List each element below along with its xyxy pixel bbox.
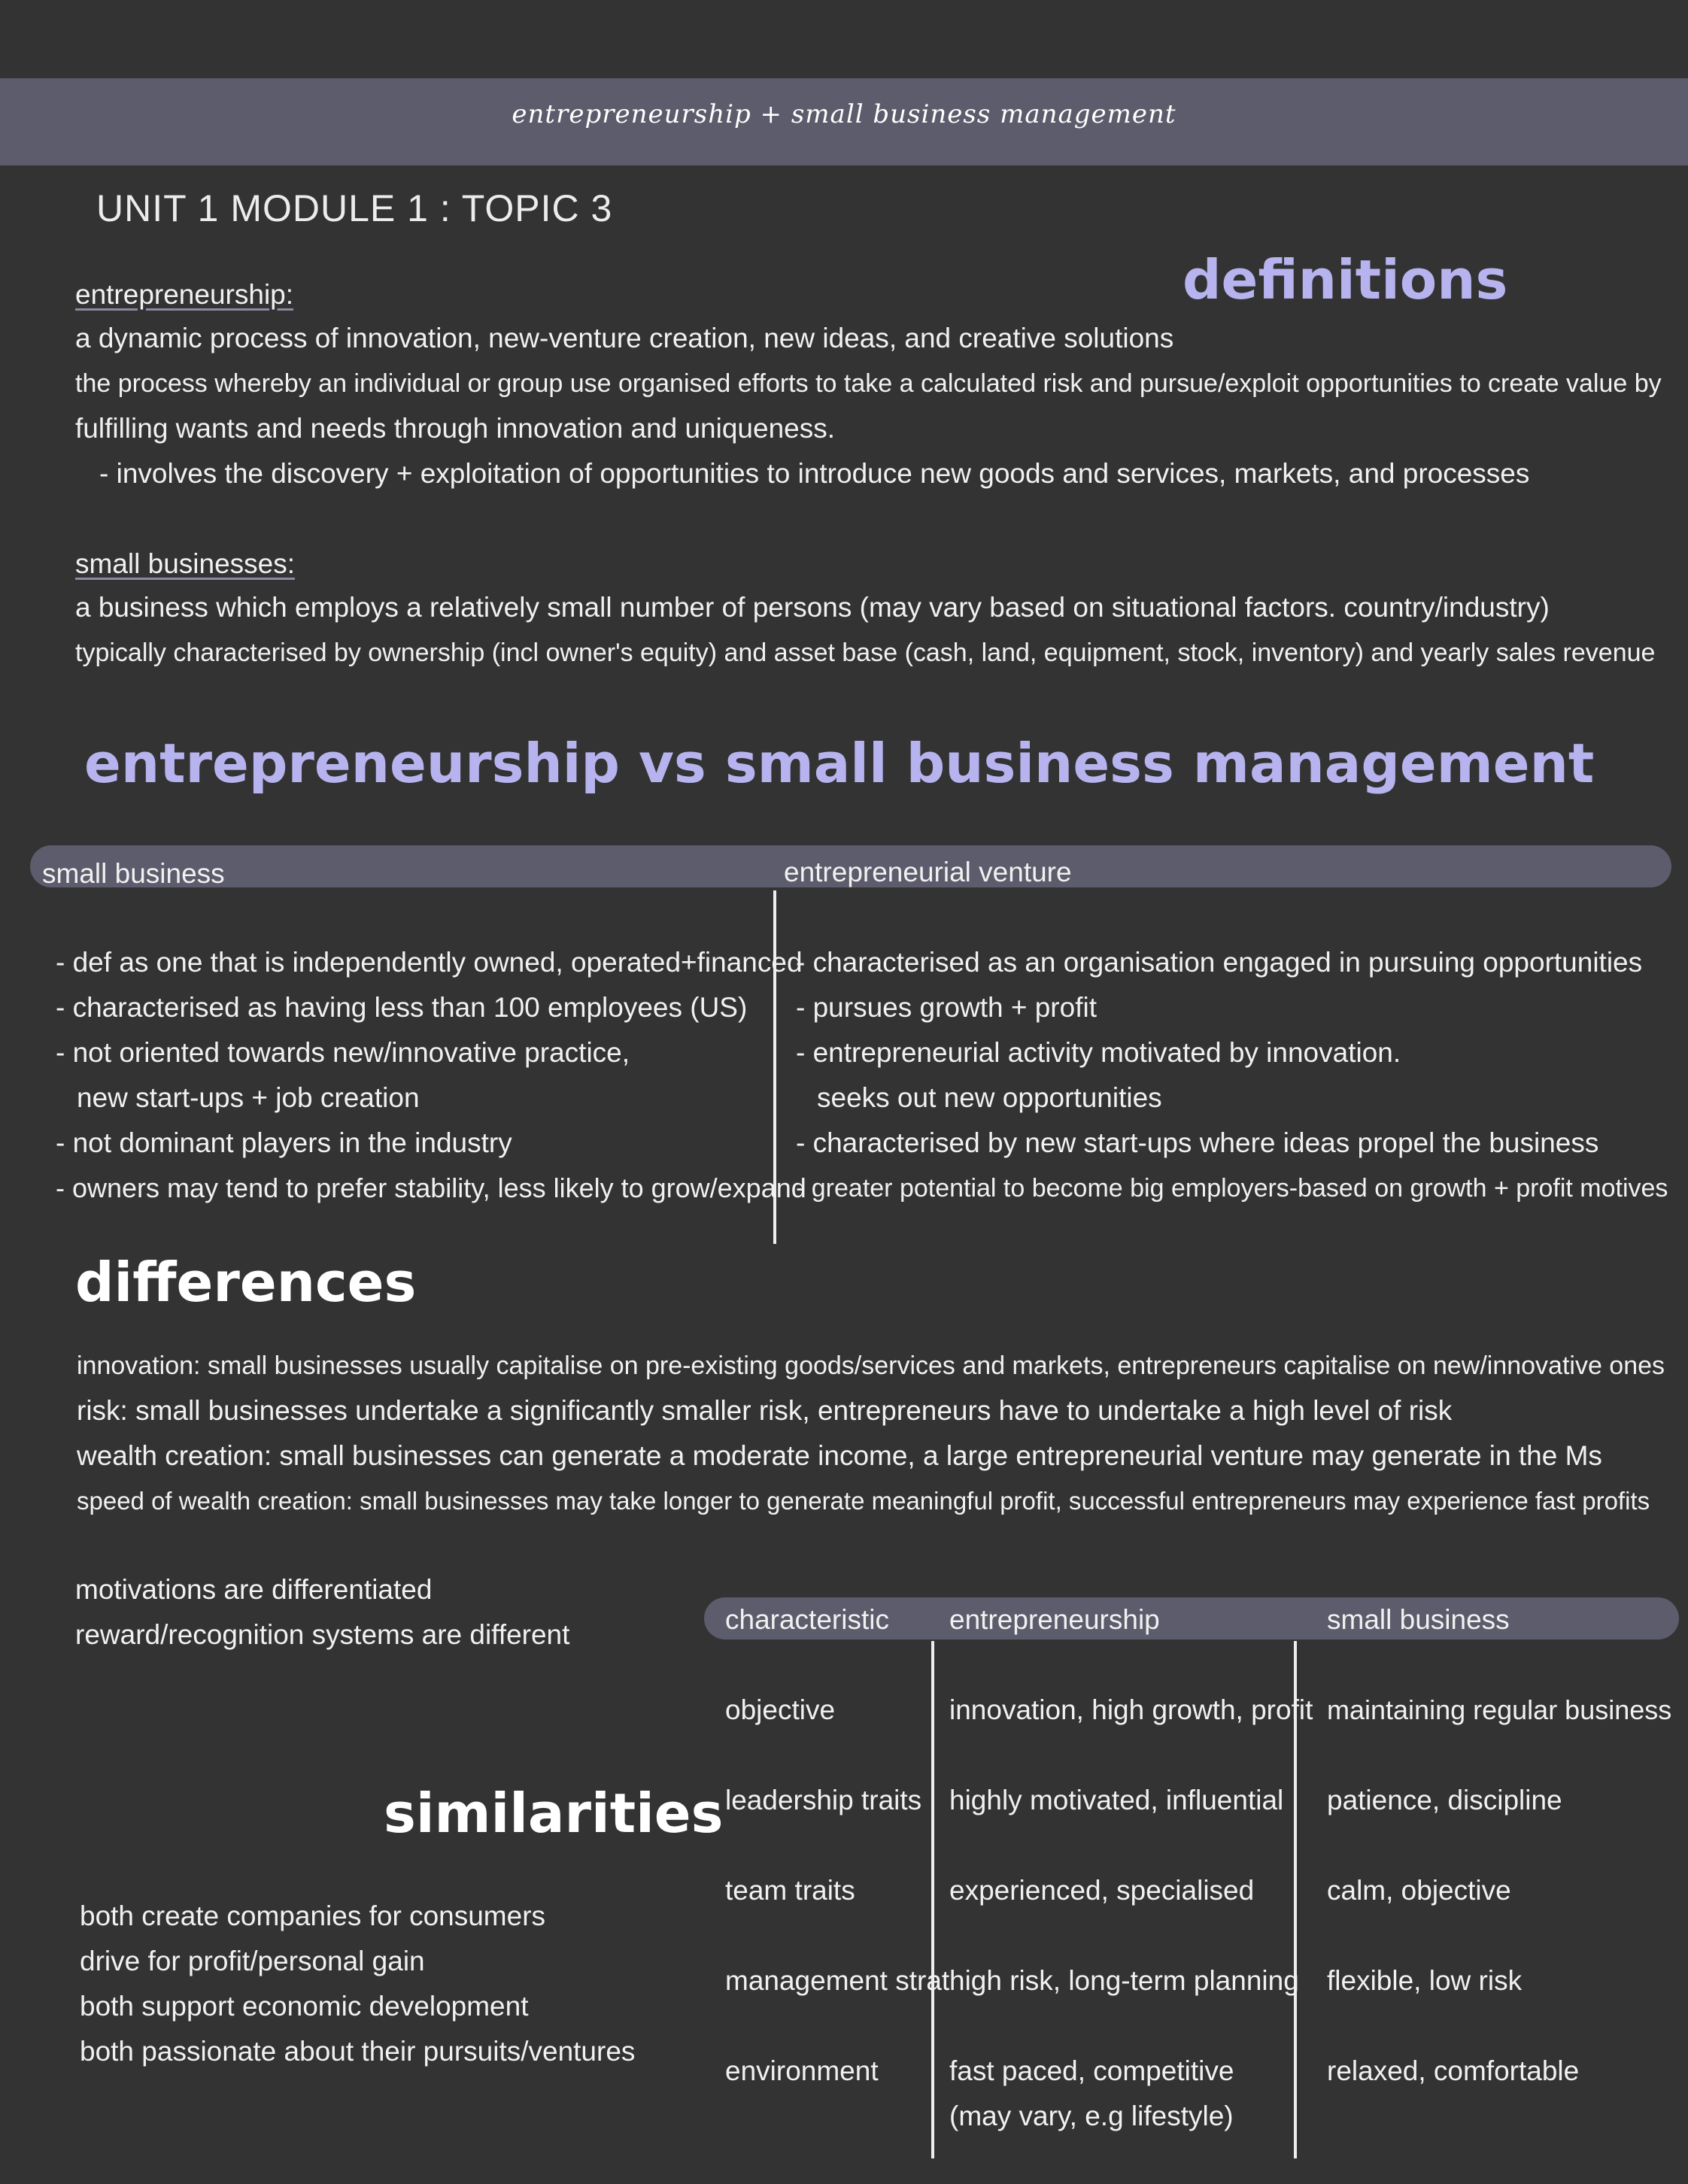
venture-item: - pursues growth + profit	[796, 992, 1097, 1023]
small-business-item: - def as one that is independently owned, operated+financed	[56, 947, 803, 978]
table-cell-small-business: maintaining regular business	[1327, 1694, 1672, 1725]
small-business-item: - not oriented towards new/innovative practice,	[56, 1037, 630, 1068]
table-cell-characteristic: leadership traits	[725, 1785, 922, 1815]
page-title: entrepreneurship + small business management	[512, 99, 1176, 129]
similarity-line: both passionate about their pursuits/ventures	[80, 2036, 636, 2067]
table-cell-characteristic: objective	[725, 1694, 836, 1725]
small-business-item: new start-ups + job creation	[77, 1082, 420, 1113]
venture-item: - characterised by new start-ups where ideas propel the business	[796, 1127, 1599, 1158]
venture-item: seeks out new opportunities	[817, 1082, 1162, 1113]
table-cell-entrepreneurship: innovation, high growth, profit	[949, 1694, 1313, 1725]
differences-heading: differences	[75, 1251, 417, 1314]
similarities-heading: similarities	[384, 1782, 724, 1845]
small-business-column-label: small business	[42, 858, 225, 889]
table-cell-entrepreneurship: experienced, specialised	[949, 1875, 1255, 1906]
table-cell-characteristic: team traits	[725, 1875, 855, 1906]
table-header-small-business: small business	[1327, 1604, 1510, 1635]
table-cell-small-business: flexible, low risk	[1327, 1965, 1523, 1996]
entrepreneurship-def-line-1: a dynamic process of innovation, new-venture creation, new ideas, and creative solutions	[75, 323, 1174, 353]
similarity-line: both support economic development	[80, 1991, 529, 2022]
table-header-entrepreneurship: entrepreneurship	[949, 1604, 1160, 1635]
comparison-heading: entrepreneurship vs small business management	[84, 732, 1595, 795]
table-cell-small-business: calm, objective	[1327, 1875, 1511, 1906]
similarity-line: drive for profit/personal gain	[80, 1946, 425, 1976]
venture-item: - entrepreneurial activity motivated by innovation.	[796, 1037, 1401, 1068]
table-cell-entrepreneurship: high risk, long-term planning	[949, 1965, 1299, 1996]
entrepreneurship-label: entrepreneurship:	[75, 279, 294, 310]
table-cell-small-business: patience, discipline	[1327, 1785, 1562, 1815]
table-header-characteristic: characteristic	[725, 1604, 889, 1635]
difference-line: risk: small businesses undertake a significantly smaller risk, entrepreneurs have to undertake a high level of risk	[77, 1395, 1453, 1426]
small-businesses-def-line-1: a business which employs a relatively small number of persons (may vary based on situational factors. country/industry)	[75, 592, 1550, 623]
similarity-line: both create companies for consumers	[80, 1900, 546, 1931]
entrepreneurship-def-line-3: fulfilling wants and needs through innovation and uniqueness.	[75, 413, 836, 444]
table-cell-entrepreneurship-note: (may vary, e.g lifestyle)	[949, 2101, 1234, 2131]
definitions-heading: definitions	[1183, 248, 1508, 311]
table-cell-entrepreneurship: fast paced, competitive	[949, 2055, 1234, 2086]
venture-item: - greater potential to become big employers-based on growth + profit motives	[796, 1174, 1668, 1203]
table-cell-characteristic: management strat	[725, 1965, 950, 1996]
entrepreneurship-def-line-2: the process whereby an individual or group use organised efforts to take a calculated risk and pursue/exploit opportunities to create value by	[75, 369, 1662, 398]
difference-extra-line: reward/recognition systems are different	[75, 1619, 570, 1650]
small-businesses-def-line-2: typically characterised by ownership (incl owner's equity) and asset base (cash, land, equipment, stock, inventory) and yearly sales revenue	[75, 639, 1656, 667]
small-business-item: - owners may tend to prefer stability, less likely to grow/expand	[56, 1172, 806, 1203]
table-cell-small-business: relaxed, comfortable	[1327, 2055, 1580, 2086]
small-business-item: - characterised as having less than 100 employees (US)	[56, 992, 748, 1023]
table-cell-entrepreneurship: highly motivated, influential	[949, 1785, 1284, 1815]
table-cell-characteristic: environment	[725, 2055, 879, 2086]
page-subtitle: UNIT 1 MODULE 1 : TOPIC 3	[96, 187, 613, 229]
venture-item: - characterised as an organisation engaged in pursuing opportunities	[796, 947, 1643, 978]
small-business-item: - not dominant players in the industry	[56, 1127, 512, 1158]
difference-extra-line: motivations are differentiated	[75, 1574, 433, 1605]
difference-line: innovation: small businesses usually capitalise on pre-existing goods/services and markets, entrepreneurs capitalise on new/innovative ones	[77, 1351, 1665, 1380]
small-businesses-label: small businesses:	[75, 548, 296, 579]
difference-line: speed of wealth creation: small businesses may take longer to generate meaningful profit, successful entrepreneurs may experience fast profits	[77, 1487, 1650, 1515]
table-divider-1	[931, 1641, 934, 2158]
entrepreneurial-venture-column-label: entrepreneurial venture	[784, 857, 1072, 887]
entrepreneurship-def-line-4: - involves the discovery + exploitation of opportunities to introduce new goods and services, markets, and processes	[99, 458, 1530, 489]
difference-line: wealth creation: small businesses can generate a moderate income, a large entrepreneurial venture may generate in the Ms	[77, 1440, 1602, 1471]
